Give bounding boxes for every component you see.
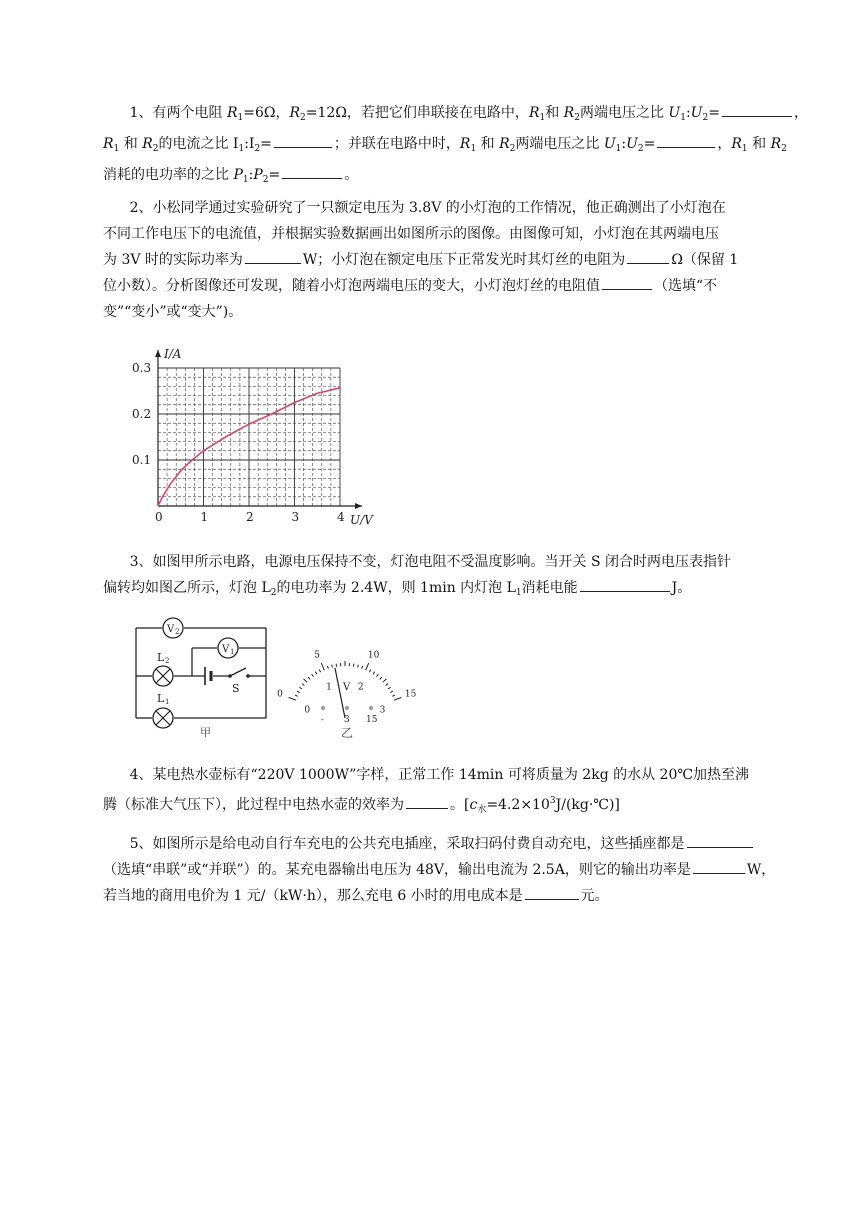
dial-tick [327, 666, 328, 669]
dial-tick [373, 672, 375, 675]
dial-tick [295, 695, 298, 696]
dial-needle [335, 668, 345, 718]
dial-tick [380, 677, 382, 679]
q3-line1: 3、如图甲所示电路，电源电压保持不变，灯泡电阻不受温度影响。当开关 S 闭合时两电压表指针 [129, 554, 731, 570]
svg-text:15: 15 [366, 715, 378, 725]
x-axis-label: U/V [350, 513, 373, 527]
dial-tick [297, 691, 300, 692]
x-tick-label: 1 [200, 510, 209, 524]
x-tick-label: 0 [155, 510, 163, 524]
q4-line2: 腾（标准大气压下），此过程中电热水壶的效率为 。$[c_水=4.2\times 10^3J/(kg\cdot℃)]$ [103, 788, 809, 823]
lamp-l2 [153, 651, 173, 686]
svg-text:L: L [157, 651, 165, 664]
dial-tick [304, 679, 308, 682]
dial-tick [358, 665, 359, 668]
voltmeter-v1 [218, 638, 238, 658]
svg-text:1: 1 [230, 648, 235, 656]
x-axis-arrow [355, 503, 362, 509]
svg-text:L: L [157, 692, 165, 705]
y-tick-label: 0.2 [132, 407, 152, 421]
voltmeter-dial [275, 626, 435, 742]
x-tick-label: 4 [337, 510, 345, 524]
dial-tick [362, 666, 363, 669]
question-5 [103, 831, 809, 909]
question-1 [103, 100, 809, 193]
dial-tick [332, 665, 333, 668]
question-3 [103, 549, 809, 606]
answer-blank[interactable] [602, 273, 652, 290]
q2-line3: 为 3V 时的实际功率为 W；小灯泡在额定电压下正常发光时其灯丝的电阻为 Ω（保留 1 [103, 247, 809, 273]
q2-line4: 位小数）。分析图像还可发现，随着小灯泡两端电压的变大，小灯泡灯丝的电阻值 （选填“不 [103, 273, 809, 299]
answer-blank[interactable] [245, 247, 301, 264]
dial-bottom-label: 3 [379, 705, 386, 716]
question-2 [103, 195, 809, 325]
answer-blank[interactable] [274, 131, 332, 148]
q1-line1: 1、有两个电阻 $R_1=6\Omega$，$R_2=12\Omega$，若把它们串联接在电路中，$R_1$和 $R_2$两端电压之比 $U_1:U_2=$ ， [103, 100, 809, 131]
dial-tick [392, 695, 395, 696]
q5-line1: 5、如图所示是给电动自行车充电的公共充电插座，采取扫码付费自动充电，这些插座都是 [103, 831, 809, 857]
answer-blank[interactable] [580, 575, 670, 592]
dial-tick [312, 674, 314, 676]
dial-tick [386, 684, 388, 686]
q2-line2: 不同工作电压下的电流值，并根据实验数据画出如图所示的图像。由图像可知，小灯泡在其两端电压 [103, 226, 719, 242]
x-tick-label: 3 [291, 510, 300, 524]
svg-text:-: - [321, 715, 324, 724]
dial-tick [377, 674, 379, 676]
q3-line2: 偏转均如图乙所示，灯泡 $L_2$的电功率为 2.4W，则 1min 内灯泡 $L_1$消耗电能 J。 [103, 575, 809, 606]
answer-blank[interactable] [693, 857, 745, 874]
dial-tick [319, 669, 320, 672]
dial-top-label: 10 [367, 650, 380, 661]
chart-labels [132, 347, 374, 527]
dial-tick [388, 687, 390, 689]
q2-line5: 变”“变小”或“变大”)。 [103, 304, 243, 320]
svg-text:S: S [232, 682, 240, 695]
dial-tick [383, 679, 387, 682]
answer-blank[interactable] [722, 100, 792, 117]
dial-tick [394, 697, 402, 700]
dial-tick [289, 697, 297, 700]
answer-blank[interactable] [525, 883, 579, 900]
q4-line1: 4、某电热水壶标有“220V 1000W”字样，正常工作 14min 可将质量为 2kg 的水从 20℃加热至沸 [129, 767, 750, 783]
q1-line3: 消耗的电功率的之比 $P_1:P_2=$ 。 [103, 162, 809, 193]
y-tick-label: 0.3 [132, 361, 152, 375]
dial-unit: V [343, 682, 351, 693]
svg-text:3: 3 [344, 715, 350, 725]
dial-ticks [289, 661, 402, 700]
y-axis-label: I/A [164, 347, 182, 361]
iu-graph [120, 340, 400, 532]
svg-text:V: V [167, 624, 175, 635]
y-tick-label: 0.1 [132, 453, 152, 467]
dial-tick [299, 687, 301, 689]
dial-tick [321, 663, 324, 670]
svg-text:V: V [222, 644, 230, 655]
dial-top-label: 5 [314, 650, 320, 661]
voltmeter-v2 [163, 618, 183, 638]
y-axis-arrow [155, 350, 161, 357]
dial-tick [366, 663, 369, 670]
answer-blank[interactable] [406, 792, 448, 809]
dial-tick [302, 684, 304, 686]
svg-text:1: 1 [165, 698, 170, 706]
caption-yi: 乙 [341, 726, 354, 740]
x-tick-label: 2 [246, 510, 254, 524]
question-4 [103, 762, 809, 823]
answer-blank[interactable] [657, 131, 715, 148]
dial-terminals [321, 706, 378, 725]
caption-jia: 甲 [200, 726, 211, 739]
dial-bottom-label: 0 [304, 705, 311, 716]
q1-line2: $R_1$ 和 $R_2$的电流之比 $I_1:I_2=$ ；并联在电路中时，$R_1$ 和 $R_2$两端电压之比 $U_1:U_2=$ ，$R_1$ 和 $R_2$ [103, 131, 809, 162]
dial-top-label: 0 [277, 689, 283, 700]
circuit-diagram [130, 616, 280, 741]
chart-grid [158, 368, 340, 506]
dial-bottom-label: 1 [326, 682, 332, 693]
lamp-l1 [153, 692, 173, 728]
dial-tick [390, 691, 393, 692]
dial-bottom-label: 2 [357, 682, 364, 693]
svg-text:2: 2 [175, 628, 180, 636]
dial-tick [315, 672, 317, 675]
switch-s [228, 674, 250, 695]
answer-blank[interactable] [687, 831, 753, 848]
dial-tick [308, 677, 310, 679]
dial-tick [369, 669, 370, 672]
q2-line1: 2、小松同学通过实验研究了一只额定电压为 3.8V 的小灯泡的工作情况，他正确测出了小灯泡在 [129, 200, 726, 216]
answer-blank[interactable] [282, 162, 342, 179]
q5-line2: （选填“串联”或“并联”）的。某充电器输出电压为 48V，输出电流为 2.5A，则它的输出功率是 W， [103, 857, 809, 883]
dial-top-label: 15 [404, 689, 417, 700]
answer-blank[interactable] [627, 247, 669, 264]
svg-text:2: 2 [165, 657, 170, 665]
q5-line3: 若当地的商用电价为 1 元/（kW·h），那么充电 6 小时的用电成本是 元。 [103, 883, 809, 909]
